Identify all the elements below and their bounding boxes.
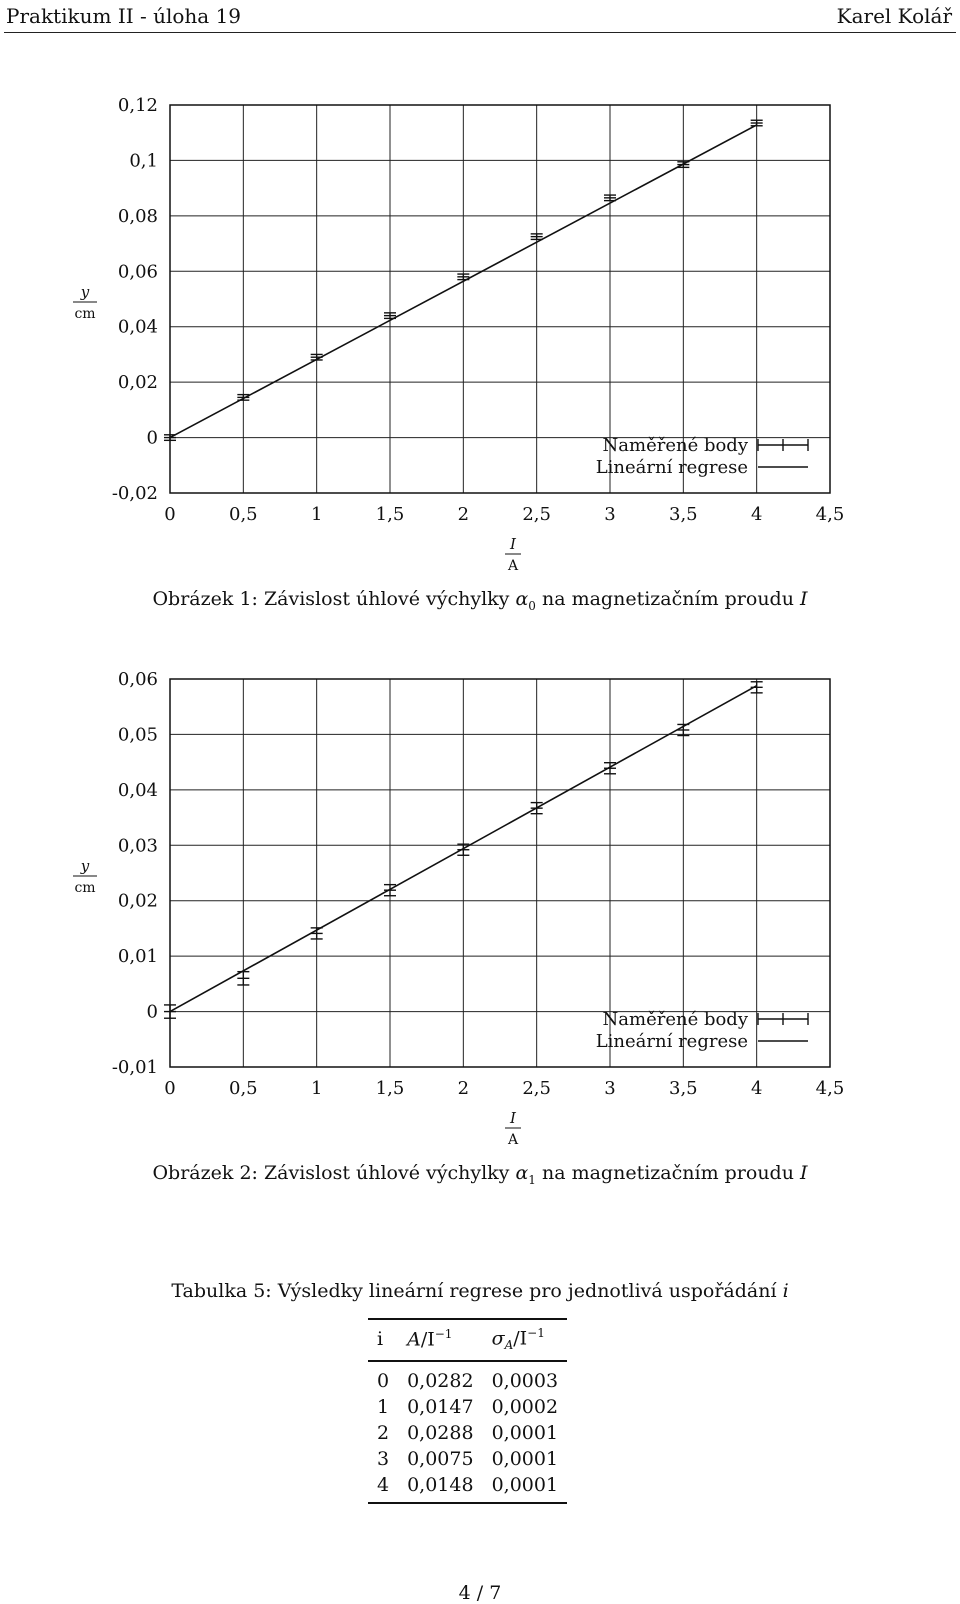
x-tick-label: 2,5 <box>522 504 551 525</box>
x-tick-label: 1 <box>310 504 323 525</box>
page-header <box>0 0 960 36</box>
y-tick-label: 0,12 <box>117 95 158 116</box>
data-point <box>677 724 689 735</box>
legend-points-label: Naměřené body <box>602 435 748 456</box>
table-caption-var: i <box>782 1280 789 1302</box>
cell-a: 0,0288 <box>407 1422 474 1445</box>
cell-sigma: 0,0003 <box>491 1370 559 1393</box>
cell-a: 0,0147 <box>407 1396 474 1419</box>
cell-a: 0,0148 <box>407 1474 474 1497</box>
x-tick-label: 4 <box>750 504 763 525</box>
data-point <box>311 354 323 360</box>
figure-2-chart <box>0 654 960 1154</box>
y-axis-label-den: cm <box>74 306 96 322</box>
col-header-i <box>368 1319 398 1361</box>
figure-1-caption-prefix: Obrázek 1: Závislost úhlové výchylky <box>152 588 516 610</box>
col-header-a-exp: −1 <box>434 1327 453 1342</box>
table-row <box>368 1472 567 1503</box>
cell-i: 2 <box>377 1422 390 1445</box>
legend-line-label: Lineární regrese <box>595 1031 748 1052</box>
cell-i: 1 <box>377 1396 390 1419</box>
cell-a: 0,0282 <box>407 1370 474 1393</box>
header-rule <box>4 32 956 33</box>
col-header-sigma-symbol: σ <box>491 1327 505 1350</box>
y-axis-label-den: cm <box>74 880 96 896</box>
y-tick-label: 0,01 <box>117 946 158 968</box>
table-row <box>368 1420 567 1446</box>
x-tick-label: 3,5 <box>669 504 698 525</box>
col-header-a <box>398 1319 482 1361</box>
y-tick-label: 0,06 <box>117 261 158 283</box>
table-header-row <box>368 1319 567 1361</box>
x-tick-label: 4,5 <box>815 504 845 525</box>
table-row <box>368 1394 567 1420</box>
x-tick-label: 4 <box>750 1078 763 1099</box>
y-tick-label: -0,01 <box>111 1057 158 1078</box>
data-point <box>751 682 763 693</box>
x-tick-label: 2 <box>457 504 470 525</box>
y-tick-label: 0,06 <box>117 669 158 690</box>
data-point <box>751 120 763 126</box>
y-tick-label: 0,02 <box>117 372 158 394</box>
cell-i: 0 <box>377 1370 390 1393</box>
y-tick-label: 0,04 <box>117 316 158 338</box>
figure-1-chart <box>0 80 960 580</box>
results-table <box>368 1318 567 1504</box>
cell-a: 0,0075 <box>407 1448 474 1471</box>
col-header-sigma-sub: A <box>504 1338 514 1353</box>
y-tick-label: 0,08 <box>117 205 158 227</box>
figure-1-svg <box>0 80 960 580</box>
table-row <box>368 1446 567 1472</box>
y-tick-label: 0 <box>146 427 158 449</box>
figure-1-caption-suffix: na magnetizačním proudu <box>535 588 800 610</box>
x-tick-label: 0 <box>164 1078 176 1099</box>
figure-2-caption-suffix: na magnetizačním proudu <box>535 1162 800 1184</box>
x-tick-label: 0,5 <box>229 1078 258 1099</box>
col-header-a-symbol: A <box>407 1328 421 1351</box>
legend-points-label: Naměřené body <box>602 1009 748 1030</box>
x-axis-label-den: A <box>507 1132 519 1148</box>
table-row <box>368 1361 567 1394</box>
y-tick-label: 0,05 <box>117 724 158 746</box>
y-tick-label: 0,04 <box>117 779 158 801</box>
data-point <box>164 1005 176 1018</box>
x-axis-label-num: I <box>510 1109 516 1127</box>
figure-2-caption-var: I <box>800 1162 808 1184</box>
figure-2-caption-symbol: α <box>515 1162 529 1184</box>
y-tick-label: 0,02 <box>117 890 158 912</box>
figure-2-caption <box>0 1162 960 1187</box>
table-caption-text: Tabulka 5: Výsledky lineární regrese pro jednotlivá uspořádání <box>171 1280 783 1302</box>
figure-1-caption <box>0 588 960 613</box>
y-tick-label: 0 <box>146 1001 158 1023</box>
y-tick-label: -0,02 <box>111 483 158 504</box>
col-header-sigma <box>483 1319 567 1361</box>
x-tick-label: 1,5 <box>375 504 405 525</box>
col-header-a-unit: /I <box>420 1328 435 1351</box>
data-point <box>531 234 543 240</box>
x-tick-label: 3 <box>604 1078 616 1099</box>
cell-sigma: 0,0001 <box>491 1474 559 1497</box>
header-title: Praktikum II - úloha 19 <box>6 4 242 28</box>
y-axis-label-num: y <box>80 857 90 875</box>
x-tick-label: 0,5 <box>229 504 258 525</box>
x-axis-label-num: I <box>510 535 516 553</box>
col-header-sigma-unit: /I <box>513 1327 528 1350</box>
header-author: Karel Kolář <box>836 4 952 28</box>
x-tick-label: 3 <box>604 504 616 525</box>
x-tick-label: 2 <box>457 1078 470 1099</box>
figure-2-caption-sub: 1 <box>528 1172 536 1187</box>
legend-line-label: Lineární regrese <box>595 457 748 478</box>
cell-i: 4 <box>377 1474 390 1497</box>
figure-1-caption-sub: 0 <box>528 598 536 613</box>
y-axis-label-num: y <box>80 283 90 301</box>
figure-2-svg <box>0 654 960 1154</box>
x-tick-label: 1 <box>310 1078 323 1099</box>
cell-sigma: 0,0001 <box>491 1448 559 1471</box>
table-caption <box>0 1280 960 1302</box>
figure-1-caption-symbol: α <box>515 588 529 610</box>
y-tick-label: 0,03 <box>117 835 158 857</box>
figure-2-caption-prefix: Obrázek 2: Závislost úhlové výchylky <box>152 1162 516 1184</box>
col-header-i-text: i <box>377 1328 384 1351</box>
cell-i: 3 <box>377 1448 390 1471</box>
y-tick-label: 0,1 <box>129 150 158 172</box>
data-point <box>311 928 323 939</box>
cell-sigma: 0,0001 <box>491 1422 559 1445</box>
col-header-sigma-exp: −1 <box>527 1326 545 1340</box>
x-tick-label: 2,5 <box>522 1078 551 1099</box>
figure-1-caption-var: I <box>800 588 808 610</box>
x-tick-label: 4,5 <box>815 1078 845 1099</box>
data-point <box>531 803 543 814</box>
data-point <box>604 195 616 201</box>
x-tick-label: 0 <box>164 504 176 525</box>
page-number: 4 / 7 <box>458 1582 502 1604</box>
x-tick-label: 3,5 <box>669 1078 698 1099</box>
cell-sigma: 0,0002 <box>491 1396 559 1419</box>
x-axis-label-den: A <box>507 558 519 574</box>
x-tick-label: 1,5 <box>375 1078 405 1099</box>
